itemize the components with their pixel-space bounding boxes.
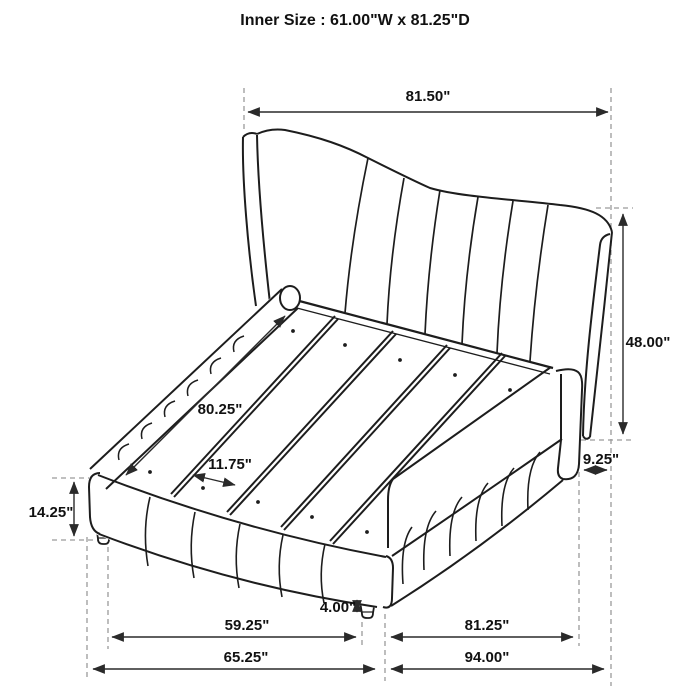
- label-bottom-inner-left: 59.25": [224, 617, 270, 634]
- screw-dot: [291, 329, 295, 333]
- label-top-width: 81.50": [405, 88, 451, 105]
- label-slat-spacing: 11.75": [208, 456, 252, 473]
- label-right-offset: 9.25": [582, 451, 620, 468]
- label-leg-height: 4.00": [319, 599, 357, 616]
- screw-dot: [343, 343, 347, 347]
- screw-dot: [508, 388, 512, 392]
- screw-dot: [148, 470, 152, 474]
- screw-dot: [398, 358, 402, 362]
- label-bottom-outer-right: 94.00": [464, 649, 510, 666]
- label-right-height: 48.00": [625, 334, 671, 351]
- inner-size-title: Inner Size : 61.00"W x 81.25"D: [240, 12, 470, 29]
- screw-dot: [453, 373, 457, 377]
- label-bottom-inner-right: 81.25": [464, 617, 510, 634]
- screw-dot: [365, 530, 369, 534]
- screw-dot: [256, 500, 260, 504]
- screw-dot: [201, 486, 205, 490]
- label-bottom-outer-left: 65.25": [223, 649, 269, 666]
- label-left-height: 14.25": [28, 504, 74, 521]
- bolster-end-cap: [280, 286, 300, 310]
- label-deck-diagonal: 80.25": [197, 401, 243, 418]
- screw-dot: [310, 515, 314, 519]
